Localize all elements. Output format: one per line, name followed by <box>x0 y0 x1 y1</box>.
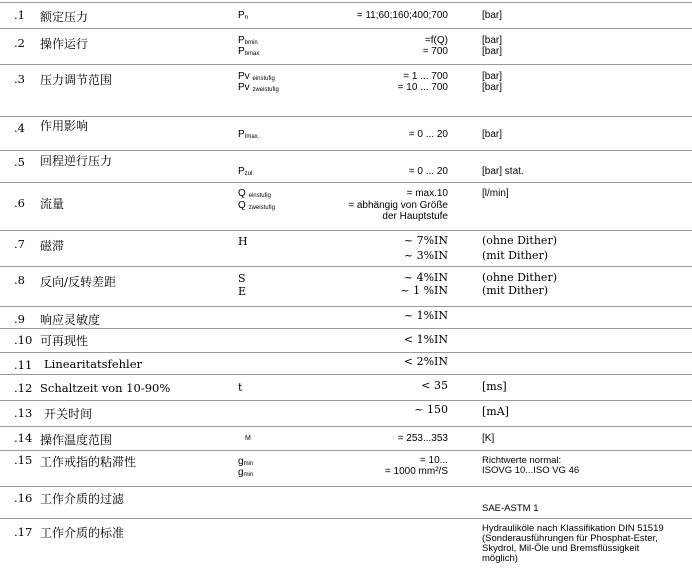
value: ~ 1%IN <box>403 309 448 322</box>
value: < 2%IN <box>403 355 448 368</box>
symbol-2: E <box>238 285 247 298</box>
value-2: ~ 1 %IN <box>400 284 448 297</box>
row-label: 压力调节范围 <box>40 73 113 87</box>
unit-2: [bar] <box>482 46 503 57</box>
row-label: Schaltzeit von 10-90% <box>40 381 171 395</box>
row-number: .6 <box>14 196 25 210</box>
spec-row-1 <box>0 2 692 27</box>
spec-row-11 <box>0 352 692 373</box>
value-2: = 700 <box>422 46 448 57</box>
spec-row-2 <box>0 28 692 63</box>
symbol-1: Pv $_{einstufig}$ <box>238 71 275 82</box>
row-number: .2 <box>14 36 25 50</box>
symbol-2: $P_{bmax}$ <box>238 46 260 57</box>
row-label: 工作介质的过滤 <box>40 492 125 506</box>
symbol: M <box>245 435 251 442</box>
value-3: der Hauptstufe <box>382 211 448 222</box>
symbol-1: $g_{min}$ <box>238 456 254 467</box>
unit-1: (ohne Dither) <box>482 271 557 284</box>
row-label: 流量 <box>40 197 65 211</box>
spec-row-3 <box>0 64 692 115</box>
value-1: ~ 4%IN <box>403 271 448 284</box>
unit-2: (Sonderausführungen für Phosphat-Ester, <box>482 533 658 544</box>
symbol: H <box>238 235 248 248</box>
row-label: 操作运行 <box>40 37 89 51</box>
symbol-1: S <box>238 272 246 285</box>
row-label: 回程逆行压力 <box>40 154 113 168</box>
row-number: .8 <box>14 273 25 287</box>
spec-row-6 <box>0 182 692 229</box>
spec-row-13 <box>0 400 692 425</box>
row-number: .10 <box>14 333 33 347</box>
unit-1: Hydrauliköle nach Klassifikation DIN 51519 <box>482 523 664 534</box>
symbol: t <box>238 381 243 394</box>
unit-2: ISOVG 10...ISO VG 46 <box>482 465 580 476</box>
symbol: $P_n$ <box>238 10 249 21</box>
row-number: .1 <box>14 8 25 22</box>
symbol-2: $g_{min}$ <box>238 467 254 478</box>
unit: [l/min] <box>482 188 509 199</box>
spec-row-10 <box>0 328 692 351</box>
row-label: 可再现性 <box>40 334 89 348</box>
unit-2: (mit Dither) <box>482 249 549 262</box>
row-number: .17 <box>14 525 33 539</box>
symbol-2: Pv $_{zweistufig}$ <box>238 82 279 93</box>
spec-row-9 <box>0 306 692 327</box>
spec-row-7 <box>0 230 692 265</box>
row-label: 工作戒指的粘滞性 <box>40 455 137 469</box>
unit-1: (ohne Dither) <box>482 234 557 247</box>
value-1: ~ 7%IN <box>403 234 448 247</box>
unit: [bar] <box>482 10 503 21</box>
unit-1: [bar] <box>482 71 503 82</box>
value: = 11;60;160;400;700 <box>356 10 448 21</box>
row-label: 工作介质的标准 <box>40 526 125 540</box>
row-number: .13 <box>14 406 33 420</box>
spec-row-14 <box>0 426 692 449</box>
spec-row-15 <box>0 450 692 485</box>
unit-2: [bar] <box>482 82 503 93</box>
value-2: ~ 3%IN <box>403 249 448 262</box>
unit-2: (mit Dither) <box>482 284 549 297</box>
value: = 0 ... 20 <box>408 166 448 177</box>
symbol-1: $P_{bmin}$ <box>238 35 258 46</box>
value-1: = 10... <box>419 455 448 466</box>
row-label: 额定压力 <box>40 10 89 24</box>
value: < 35 <box>421 379 448 392</box>
row-number: .12 <box>14 381 33 395</box>
row-number: .11 <box>14 358 33 372</box>
value: < 1%IN <box>403 333 448 346</box>
value-2: = 1000 mm²/S <box>384 466 448 477</box>
row-number: .3 <box>14 72 25 86</box>
spec-row-16 <box>0 486 692 517</box>
row-number: .9 <box>14 312 25 326</box>
value-1: =f(Q) <box>424 35 448 46</box>
value-1: = max.10 <box>406 188 448 199</box>
unit: [bar] stat. <box>482 166 524 177</box>
row-number: .7 <box>14 237 25 251</box>
row-number: .15 <box>14 453 33 467</box>
spec-row-17 <box>0 518 692 577</box>
row-number: .4 <box>14 121 25 135</box>
row-number: .14 <box>14 431 33 445</box>
value-2: = abhängig von Größe <box>348 200 448 211</box>
row-label: Linearitatsfehler <box>44 357 143 371</box>
value-2: = 10 ... 700 <box>397 82 448 93</box>
spec-row-5 <box>0 150 692 181</box>
spec-row-8 <box>0 266 692 305</box>
unit: SAE-ASTM 1 <box>482 503 539 514</box>
value-1: = 1 ... 700 <box>403 71 448 82</box>
row-label: 反向/反转差距 <box>40 275 117 289</box>
row-label: 磁滞 <box>40 239 65 253</box>
unit-1: Richtwerte normal: <box>482 455 562 466</box>
symbol: $P_{zul.}$ <box>238 166 255 177</box>
row-label: 作用影响 <box>40 119 89 133</box>
symbol: $P_{Imax.}$ <box>238 129 260 140</box>
symbol-1: Q $_{einstufig}$ <box>238 188 271 199</box>
value: ~ 150 <box>414 403 448 416</box>
spec-row-4 <box>0 116 692 149</box>
unit: [K] <box>482 433 495 444</box>
unit-4: möglich) <box>482 553 518 564</box>
unit: [ms] <box>482 380 507 393</box>
unit-3: Skydrol, Mil-Öle und Bremsflüssigkeit <box>482 543 640 554</box>
row-label: 开关时间 <box>44 407 93 421</box>
value: = 253...353 <box>397 433 448 444</box>
spec-row-12 <box>0 374 692 399</box>
unit: [bar] <box>482 129 503 140</box>
value: = 0 ... 20 <box>408 129 448 140</box>
row-label: 操作温度范围 <box>40 433 113 447</box>
unit-1: [bar] <box>482 35 503 46</box>
row-number: .16 <box>14 491 33 505</box>
row-label: 响应灵敏度 <box>40 313 101 327</box>
row-number: .5 <box>14 155 25 169</box>
unit: [mA] <box>482 405 509 418</box>
symbol-2: Q $_{zweistufig}$ <box>238 200 275 211</box>
